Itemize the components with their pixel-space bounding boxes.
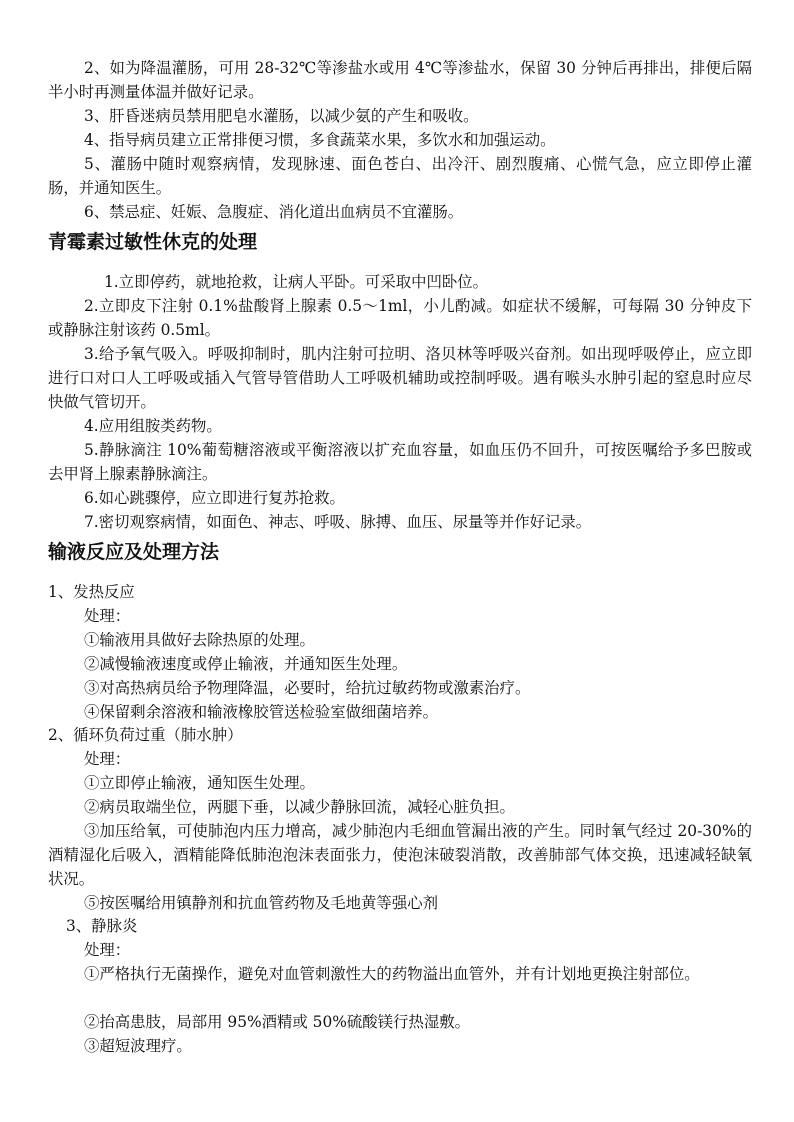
phlebitis-heading: 3、静脉炎 — [66, 917, 138, 935]
enema-note-3: 3、肝昏迷病员禁用肥皂水灌肠，以减少氨的产生和吸收。 — [84, 107, 479, 125]
penicillin-heading: 青霉素过敏性休克的处理 — [48, 231, 258, 253]
enema-note-6: 6、禁忌症、妊娠、急腹症、消化道出血病员不宜灌肠。 — [84, 203, 464, 221]
phlebitis-label: 处理： — [84, 941, 131, 959]
overload-item-5: ⑤按医嘱给用镇静剂和抗血管药物及毛地黄等强心剂 — [84, 894, 438, 912]
phlebitis-item-3: ③超短波理疗。 — [84, 1037, 192, 1055]
overload-item-2: ②病员取端坐位，两腿下垂，以减少静脉回流，减轻心脏负担。 — [84, 798, 515, 816]
penicillin-step-2: 2.立即皮下注射 0.1%盐酸肾上腺素 0.5～1ml，小儿酌减。如症状不缓解，可每隔 30 分钟皮下或静脉注射该药 0.5ml。 — [48, 297, 752, 339]
penicillin-step-3: 3.给予氧气吸入。呼吸抑制时，肌内注射可拉明、洛贝林等呼吸兴奋剂。如出现呼吸停止，应立即进行口对口人工呼吸或插入气管导管借助人工呼吸机辅助或控制呼吸。遇有喉头水肿引起的窒息时应尽快做气管切开。 — [48, 345, 752, 411]
penicillin-step-5: 5.静脉滴注 10%葡萄糖溶液或平衡溶液以扩充血容量，如血压仍不回升，可按医嘱给予多巴胺或去甲肾上腺素静脉滴注。 — [48, 441, 752, 483]
overload-item-3: ③加压给氧，可使肺泡内压力增高，减少肺泡内毛细血管漏出液的产生。同时氧气经过 20-30%的酒精湿化后吸入，酒精能降低肺泡泡沫表面张力，使泡沫破裂消散，改善肺部气体交换，迅速减轻缺氧状况。 — [48, 822, 752, 888]
penicillin-step-6: 6.如心跳骤停，应立即进行复苏抢救。 — [84, 489, 345, 507]
enema-note-5: 5、灌肠中随时观察病情，发现脉速、面色苍白、出冷汗、剧烈腹痛、心慌气急，应立即停止灌肠，并通知医生。 — [48, 155, 752, 197]
enema-note-2: 2、如为降温灌肠，可用 28-32℃等渗盐水或用 4℃等渗盐水，保留 30 分钟后再排出，排便后隔半小时再测量体温并做好记录。 — [48, 59, 752, 101]
phlebitis-item-2: ②抬高患肢，局部用 95%酒精或 50%硫酸镁行热湿敷。 — [84, 1013, 471, 1031]
fever-label: 处理： — [84, 607, 131, 625]
fever-item-2: ②减慢输液速度或停止输液，并通知医生处理。 — [84, 655, 408, 673]
infusion-heading: 输液反应及处理方法 — [48, 541, 220, 563]
phlebitis-item-1: ①严格执行无菌操作，避免对血管刺激性大的药物溢出血管外，并有计划地更换注射部位。 — [84, 965, 700, 983]
fever-heading: 1、发热反应 — [48, 583, 135, 601]
overload-item-1: ①立即停止输液，通知医生处理。 — [84, 774, 315, 792]
fever-item-1: ①输液用具做好去除热原的处理。 — [84, 631, 315, 649]
fever-item-3: ③对高热病员给予物理降温，必要时，给抗过敏药物或激素治疗。 — [84, 679, 531, 697]
fever-item-4: ④保留剩余溶液和输液橡胶管送检验室做细菌培养。 — [84, 703, 438, 721]
penicillin-step-7: 7.密切观察病情，如面色、神志、呼吸、脉搏、血压、尿量等并作好记录。 — [84, 513, 592, 531]
enema-note-4: 4、指导病员建立正常排便习惯，多食蔬菜水果，多饮水和加强运动。 — [84, 131, 556, 149]
overload-label: 处理： — [84, 750, 131, 768]
penicillin-step-1: 1.立即停药，就地抢救，让病人平卧。可采取中凹卧位。 — [104, 273, 489, 291]
penicillin-step-4: 4.应用组胺类药物。 — [84, 417, 222, 435]
overload-heading: 2、循环负荷过重（肺水肿） — [48, 726, 243, 744]
